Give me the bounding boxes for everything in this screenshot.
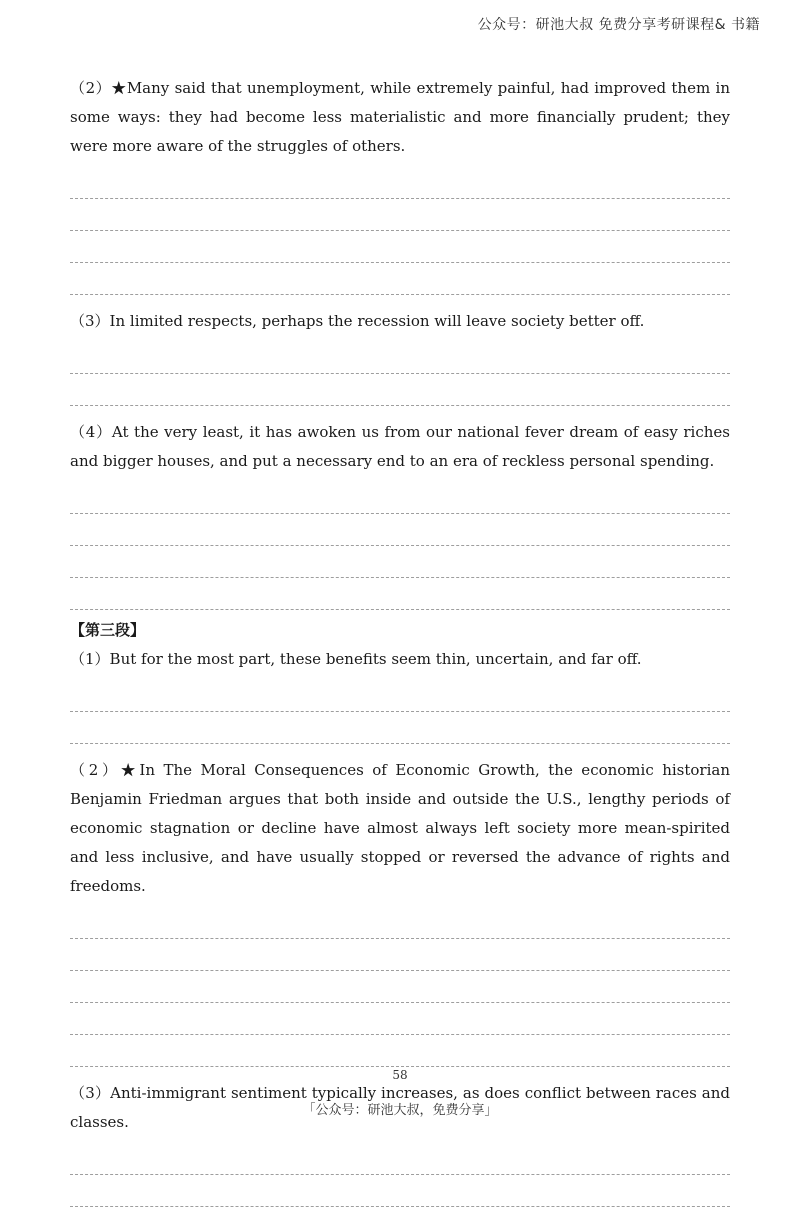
answer-lines	[70, 167, 730, 295]
answer-line	[70, 167, 730, 199]
section-heading: 【第三段】	[70, 621, 146, 639]
answer-line	[70, 907, 730, 939]
page-footer: 「公众号：研池大叔，免费分享」	[302, 1103, 498, 1118]
answer-line	[70, 263, 730, 295]
answer-lines	[70, 1143, 730, 1207]
page-number: 58	[392, 1068, 408, 1082]
sentence-item: （2）★In The Moral Consequences of Economic Growth, the economic historian Benjamin Friedman argues that both inside and outside the U.S., lengthy periods of economic stagnation or decline have almost always left society more mean-spirited and less inclusive, and have usually stopped or reversed the advance of rights and freedoms.	[70, 761, 730, 895]
sentence-item: （3）Anti-immigrant sentiment typically increases, as does conflict between races and classes.	[70, 1084, 730, 1131]
answer-line	[70, 578, 730, 610]
answer-lines	[70, 342, 730, 406]
sentence-item: （3）In limited respects, perhaps the recession will leave society better off.	[70, 312, 645, 330]
answer-line	[70, 374, 730, 406]
answer-lines	[70, 907, 730, 1067]
answer-line	[70, 546, 730, 578]
answer-line	[70, 342, 730, 374]
answer-line	[70, 939, 730, 971]
answer-line	[70, 231, 730, 263]
answer-line	[70, 971, 730, 1003]
answer-lines	[70, 680, 730, 744]
page-header: 公众号：研池大叔 免费分享考研课程& 书籍	[477, 17, 760, 33]
answer-lines	[70, 482, 730, 610]
document-body	[70, 74, 730, 1207]
answer-line	[70, 1003, 730, 1035]
answer-line	[70, 712, 730, 744]
answer-line	[70, 199, 730, 231]
answer-line	[70, 1143, 730, 1175]
sentence-item: （2）★Many said that unemployment, while extremely painful, had improved them in some ways: they had become less materialistic and more financially prudent; they were more aware of the struggles of others.	[70, 79, 730, 155]
answer-line	[70, 514, 730, 546]
answer-line	[70, 1175, 730, 1207]
answer-line	[70, 1035, 730, 1067]
answer-line	[70, 680, 730, 712]
sentence-item: （1）But for the most part, these benefits seem thin, uncertain, and far off.	[70, 650, 642, 668]
answer-line	[70, 482, 730, 514]
sentence-item: （4）At the very least, it has awoken us from our national fever dream of easy riches and bigger houses, and put a necessary end to an era of reckless personal spending.	[70, 423, 730, 470]
